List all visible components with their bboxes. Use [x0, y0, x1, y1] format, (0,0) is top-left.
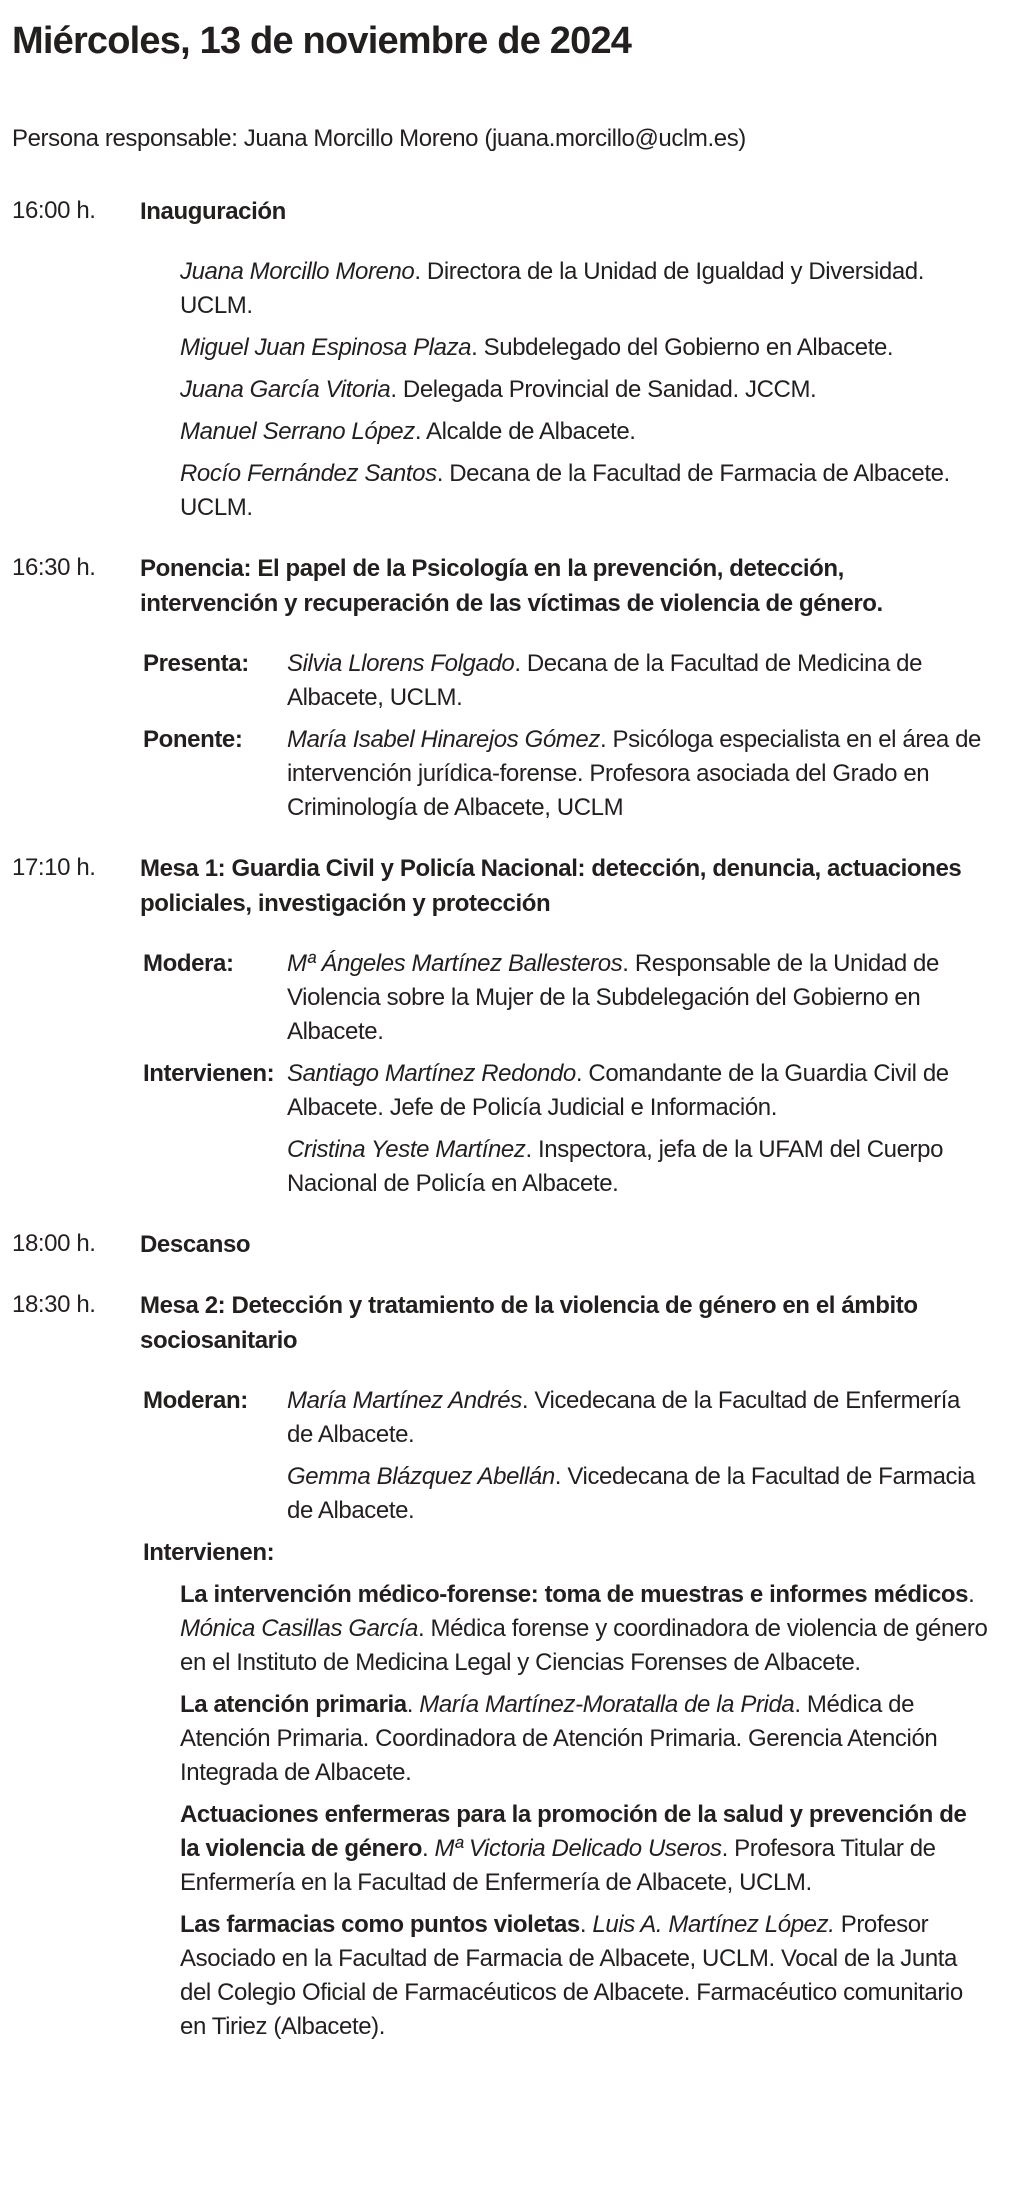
role-row — [140, 1133, 988, 1201]
time-label: 16:00 h. — [12, 197, 96, 224]
schedule-item-inauguracion — [12, 194, 988, 525]
role-label: Modera: — [143, 950, 234, 977]
speaker-paragraph: Rocío Fernández Santos. Decana de la Facultad de Farmacia de Albacete. UCLM. — [180, 460, 950, 521]
speaker-paragraph: Miguel Juan Espinosa Plaza. Subdelegado del Gobierno en Albacete. — [180, 334, 894, 361]
session-title: Ponencia: El papel de la Psicología en la prevención, detección, intervención y recuperación de las víctimas de violencia de género. — [140, 555, 883, 617]
session-title: Mesa 2: Detección y tratamiento de la violencia de género en el ámbito sociosanitario — [140, 1292, 918, 1354]
role-description: María Isabel Hinarejos Gómez. Psicóloga especialista en el área de intervención jurídica-forense. Profesora asociada del Grado en Criminología de Albacete, UCLM — [287, 726, 981, 821]
role-label: Ponente: — [143, 726, 243, 753]
time-label: 18:30 h. — [12, 1291, 96, 1318]
role-description: Cristina Yeste Martínez. Inspectora, jefa de la UFAM del Cuerpo Nacional de Policía en Albacete. — [287, 1136, 944, 1197]
role-row — [140, 1536, 988, 1570]
page-title: Miércoles, 13 de noviembre de 2024 — [12, 20, 632, 62]
role-description: Mª Ángeles Martínez Ballesteros. Responsable de la Unidad de Violencia sobre la Mujer de la Subdelegación del Gobierno en Albacete. — [287, 950, 939, 1045]
role-row — [140, 647, 988, 715]
talk-paragraph: Las farmacias como puntos violetas. Luis A. Martínez López. Profesor Asociado en la Facultad de Farmacia de Albacete, UCLM. Vocal de la Junta del Colegio Oficial de Farmacéuticos de Albacete. Farmacéutico comunitario en Tiriez (Albacete). — [180, 1911, 963, 2040]
role-label: Presenta: — [143, 650, 249, 677]
role-label: Moderan: — [143, 1387, 248, 1414]
schedule-item-ponencia — [12, 551, 988, 825]
talk-paragraph: Actuaciones enfermeras para la promoción de la salud y prevención de la violencia de género. Mª Victoria Delicado Useros. Profesora Titular de Enfermería en la Facultad de Enfermería de Albacete, UCLM. — [180, 1801, 967, 1896]
schedule-item-descanso — [12, 1227, 988, 1262]
role-label — [140, 1460, 287, 1528]
role-label: Intervienen: — [143, 1060, 275, 1087]
role-description: Gemma Blázquez Abellán. Vicedecana de la Facultad de Farmacia de Albacete. — [287, 1463, 976, 1524]
time-label: 17:10 h. — [12, 854, 96, 881]
schedule-item-mesa-1 — [12, 851, 988, 1201]
role-row — [140, 723, 988, 825]
role-row — [140, 1057, 988, 1125]
role-description: Silvia Llorens Folgado. Decana de la Facultad de Medicina de Albacete, UCLM. — [287, 650, 923, 711]
role-row — [140, 947, 988, 1049]
role-description: Santiago Martínez Redondo. Comandante de la Guardia Civil de Albacete. Jefe de Policía Judicial e Información. — [287, 1060, 949, 1121]
time-label: 16:30 h. — [12, 554, 96, 581]
talk-paragraph: La atención primaria. María Martínez-Moratalla de la Prida. Médica de Atención Primaria. Coordinadora de Atención Primaria. Gerencia Atención Integrada de Albacete. — [180, 1691, 938, 1786]
responsible-line: Persona responsable: Juana Morcillo Moreno (juana.morcillo@uclm.es) — [12, 125, 746, 152]
session-title: Inauguración — [140, 198, 286, 225]
speaker-paragraph: Juana García Vitoria. Delegada Provincial de Sanidad. JCCM. — [180, 376, 817, 403]
speaker-paragraph: Juana Morcillo Moreno. Directora de la Unidad de Igualdad y Diversidad. UCLM. — [180, 258, 925, 319]
role-label — [140, 1133, 287, 1201]
role-description: María Martínez Andrés. Vicedecana de la Facultad de Enfermería de Albacete. — [287, 1387, 960, 1448]
schedule-item-mesa-2 — [12, 1288, 988, 2044]
role-label: Intervienen: — [143, 1539, 275, 1566]
role-row — [140, 1460, 988, 1528]
time-label: 18:00 h. — [12, 1230, 96, 1257]
role-row — [140, 1384, 988, 1452]
session-title: Descanso — [140, 1231, 251, 1258]
session-title: Mesa 1: Guardia Civil y Policía Nacional: detección, denuncia, actuaciones policiales, investigación y protección — [140, 855, 962, 917]
talk-paragraph: La intervención médico-forense: toma de muestras e informes médicos. Mónica Casillas García. Médica forense y coordinadora de violencia de género en el Instituto de Medicina Legal y Ciencias Forenses de Albacete. — [180, 1581, 988, 1676]
speaker-paragraph: Manuel Serrano López. Alcalde de Albacete. — [180, 418, 636, 445]
